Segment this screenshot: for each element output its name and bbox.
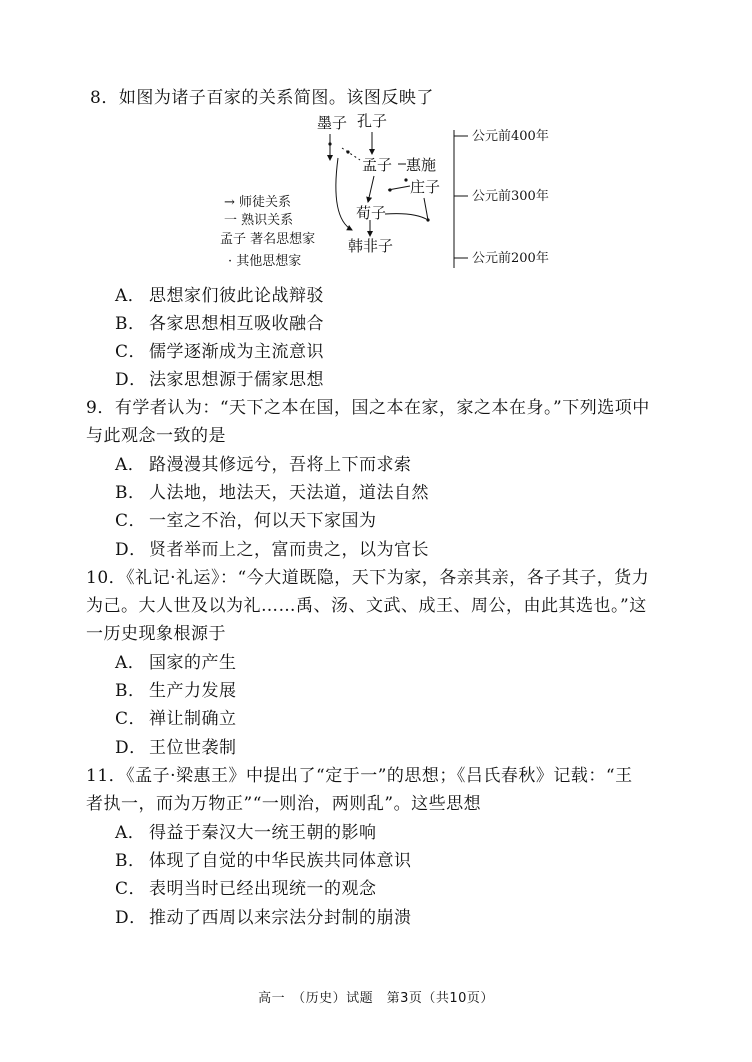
q8-option-d[interactable] (115, 369, 324, 391)
option-text: 思想家们彼此论战辩驳 (149, 286, 324, 306)
timeline-400bc: 公元前400年 (472, 129, 549, 144)
name-xunzi: 荀子 (356, 204, 387, 222)
option-letter: A． (115, 653, 146, 673)
legend-acquaintance: 一 熟识关系 (224, 213, 294, 228)
q11-stem-line-2: 者执一，而为万物正”“一则治，两则乱”。这些思想 (86, 794, 482, 814)
option-letter: D． (115, 370, 147, 390)
name-mengzi: 孟子 (362, 156, 393, 174)
timeline-300bc: 公元前300年 (472, 189, 549, 204)
option-text: 得益于秦汉大一统王朝的影响 (149, 823, 377, 843)
timeline-axis (454, 130, 468, 268)
page-footer: 高一 （历史）试题 第3页（共10页） (258, 991, 494, 1006)
name-zhuangzi: 庄子 (410, 178, 441, 196)
q11-option-a[interactable] (115, 822, 377, 844)
option-text: 贤者举而上之，富而贵之，以为官长 (149, 540, 429, 560)
q11-option-c[interactable] (115, 878, 377, 900)
q9-option-b[interactable] (115, 482, 429, 504)
option-letter: C． (115, 879, 147, 899)
option-text: 一室之不治，何以天下家国为 (149, 511, 377, 531)
option-letter: A． (115, 455, 146, 475)
option-text: 国家的产生 (149, 653, 237, 673)
q11-option-d[interactable] (115, 907, 412, 929)
q8-stem: 8．如图为诸子百家的关系简图。该图反映了 (90, 88, 434, 108)
q8-relationship-diagram (210, 108, 570, 278)
q10-option-c[interactable] (115, 708, 237, 730)
option-letter: A． (115, 286, 146, 306)
option-text: 表明当时已经出现统一的观念 (149, 879, 377, 899)
option-text: 人法地，地法天，天法道，道法自然 (149, 483, 429, 503)
legend-teacher-student: → 师徒关系 (224, 195, 292, 210)
q9-stem-line-1: 9．有学者认为：“天下之本在国，国之本在家，家之本在身。”下列选项中 (86, 398, 650, 418)
legend-other-thinker: · 其他思想家 (228, 254, 302, 269)
option-letter: D． (115, 540, 147, 560)
option-letter: B． (115, 483, 146, 503)
q8-option-a[interactable] (115, 285, 324, 307)
q10-stem-line-1: 10．《礼记·礼运》：“今大道既隐，天下为家，各亲其亲，各子其子，货力 (86, 568, 650, 588)
option-letter: D． (115, 738, 147, 758)
option-letter: B． (115, 314, 146, 334)
legend-famous-thinker: 孟子 著名思想家 (220, 232, 316, 247)
q10-option-d[interactable] (115, 737, 237, 759)
option-text: 推动了西周以来宗法分封制的崩溃 (149, 908, 412, 928)
option-letter: B． (115, 681, 146, 701)
q9-option-d[interactable] (115, 539, 429, 561)
option-text: 王位世袭制 (149, 738, 237, 758)
option-letter: A． (115, 823, 146, 843)
option-letter: C． (115, 709, 147, 729)
q10-option-b[interactable] (115, 680, 237, 702)
option-text: 各家思想相互吸收融合 (149, 314, 324, 334)
q8-option-c[interactable] (115, 341, 324, 363)
q10-option-a[interactable] (115, 652, 237, 674)
option-text: 体现了自觉的中华民族共同体意识 (149, 851, 412, 871)
option-letter: C． (115, 511, 147, 531)
q8-option-b[interactable] (115, 313, 324, 335)
q9-option-c[interactable] (115, 510, 377, 532)
option-text: 路漫漫其修远兮，吾将上下而求索 (149, 455, 412, 475)
option-letter: C． (115, 342, 147, 362)
timeline-200bc: 公元前200年 (472, 251, 549, 266)
option-text: 禅让制确立 (149, 709, 237, 729)
option-letter: D． (115, 908, 147, 928)
q11-stem-line-1: 11．《孟子·梁惠王》中提出了“定于一”的思想；《吕氏春秋》记载：“王 (86, 766, 633, 786)
option-text: 儒学逐渐成为主流意识 (149, 342, 324, 362)
q9-option-a[interactable] (115, 454, 412, 476)
option-text: 法家思想源于儒家思想 (149, 370, 324, 390)
name-huishi: 惠施 (406, 156, 437, 174)
name-kongzi: 孔子 (357, 112, 388, 130)
name-hanfeizi: 韩非子 (348, 237, 394, 255)
q10-stem-line-2: 为己。大人世及以为礼……禹、汤、文武、成王、周公，由此其选也。”这 (86, 596, 647, 616)
option-letter: B． (115, 851, 146, 871)
option-text: 生产力发展 (149, 681, 237, 701)
q9-stem-line-2: 与此观念一致的是 (86, 426, 226, 446)
q11-option-b[interactable] (115, 850, 412, 872)
name-mozi: 墨子 (317, 114, 348, 132)
q10-stem-line-3: 一历史现象根源于 (86, 624, 226, 644)
